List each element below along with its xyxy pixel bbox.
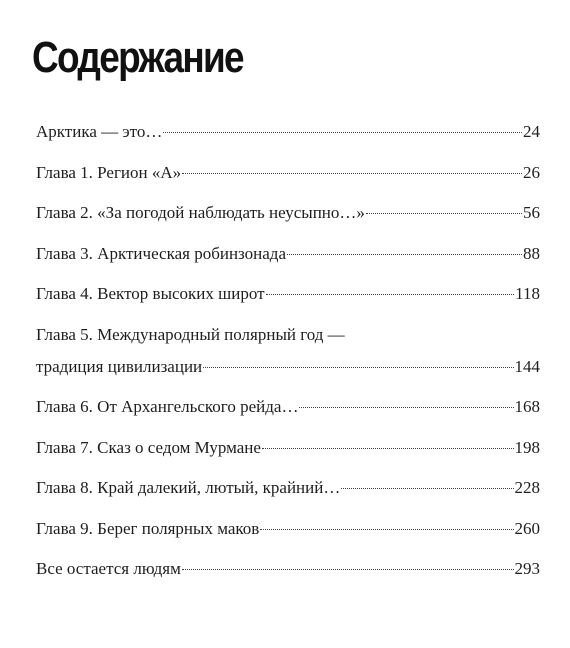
toc-entry-title-line1: Глава 5. Международный полярный год — <box>36 324 345 344</box>
dot-leader <box>266 294 515 295</box>
toc-entry-chapter-1[interactable] <box>36 159 540 186</box>
toc-page-number: 293 <box>514 559 540 578</box>
table-of-contents <box>36 118 540 596</box>
toc-entry-chapter-8[interactable] <box>36 474 540 501</box>
toc-entry-title: Все остается людям <box>36 559 181 578</box>
toc-entry-title-line2: традиция цивилизации <box>36 356 203 376</box>
toc-page-number: 144 <box>514 356 540 376</box>
page-title: Содержание <box>32 33 243 82</box>
toc-entry-title: Глава 7. Сказ о седом Мурмане <box>36 437 261 457</box>
toc-entry-title: Глава 8. Край далекий, лютый, крайний… <box>36 478 341 497</box>
toc-page-number: 260 <box>514 518 540 538</box>
dot-leader <box>203 367 513 368</box>
toc-entry-chapter-9[interactable] <box>36 515 540 542</box>
toc-entry-chapter-7[interactable] <box>36 434 540 461</box>
dot-leader <box>163 132 522 133</box>
toc-page-number: 168 <box>514 397 540 416</box>
toc-page-number: 228 <box>514 478 540 497</box>
toc-page-number: 56 <box>523 203 540 222</box>
toc-page-number: 88 <box>523 243 540 263</box>
toc-entry-chapter-2[interactable] <box>36 199 540 226</box>
toc-entry-title: Глава 3. Арктическая робинзонада <box>36 243 286 263</box>
dot-leader <box>182 173 522 174</box>
toc-page-number: 26 <box>523 162 540 182</box>
toc-entry-chapter-5[interactable] <box>36 321 540 380</box>
toc-entry-title: Глава 2. «За погодой наблюдать неусыпно…» <box>36 203 365 222</box>
dot-leader <box>366 213 522 214</box>
toc-entry-arctic[interactable] <box>36 118 540 145</box>
dot-leader <box>262 448 514 449</box>
dot-leader <box>341 488 513 489</box>
toc-page-number: 24 <box>523 122 540 141</box>
toc-entry-chapter-6[interactable] <box>36 393 540 420</box>
toc-page-number: 198 <box>514 437 540 457</box>
toc-entry-title: Арктика — это… <box>36 122 163 141</box>
toc-page-number: 118 <box>515 284 540 303</box>
toc-entry-title: Глава 6. От Архангельского рейда… <box>36 397 299 416</box>
dot-leader <box>260 529 513 530</box>
dot-leader <box>299 407 513 408</box>
dot-leader <box>182 569 514 570</box>
toc-entry-title: Глава 4. Вектор высоких широт <box>36 284 265 303</box>
toc-entry-chapter-3[interactable] <box>36 240 540 267</box>
dot-leader <box>287 254 522 255</box>
toc-entry-chapter-4[interactable] <box>36 280 540 307</box>
toc-entry-title: Глава 1. Регион «А» <box>36 162 182 182</box>
toc-entry-epilogue[interactable] <box>36 555 540 582</box>
toc-entry-title: Глава 9. Берег полярных маков <box>36 518 260 538</box>
